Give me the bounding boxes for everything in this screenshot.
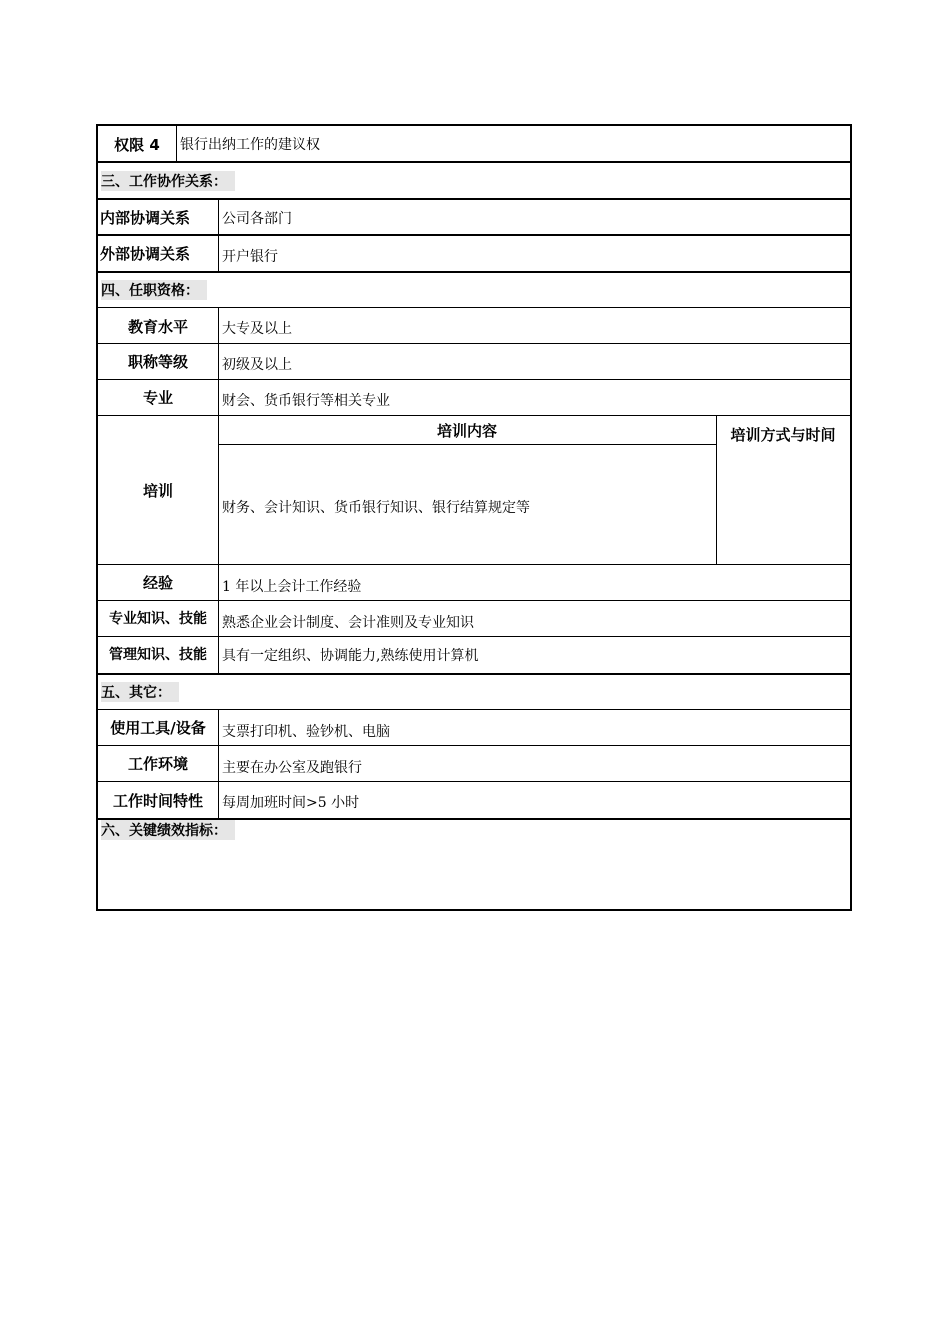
section-6-title: 六、关键绩效指标：	[98, 820, 850, 840]
section-3-title: 三、工作协作关系：	[98, 163, 850, 199]
title-level-value: 初级及以上	[222, 356, 292, 373]
hours-value: 每周加班时间>5 小时	[222, 795, 360, 811]
experience-value: 1 年以上会计工作经验	[222, 578, 362, 595]
experience-label: 经验	[142, 574, 173, 592]
external-coordination-label: 外部协调关系	[100, 245, 191, 263]
title-level-label: 职称等级	[127, 353, 188, 371]
tools-value: 支票打印机、验钞机、电脑	[222, 723, 390, 740]
pro-skills-label: 专业知识、技能	[109, 610, 207, 627]
tools-label: 使用工具/设备	[110, 719, 206, 737]
internal-coordination-value: 公司各部门	[222, 210, 292, 227]
education-value: 大专及以上	[222, 321, 292, 337]
training-content-value: 财务、会计知识、货币银行知识、银行结算规定等	[222, 500, 530, 516]
hours-label: 工作时间特性	[112, 791, 203, 810]
education-label: 教育水平	[127, 317, 188, 336]
external-coordination-value: 开户银行	[222, 248, 278, 265]
training-method-value	[716, 445, 850, 564]
training-method-header: 培训方式与时间	[730, 425, 836, 444]
mgmt-skills-label: 管理知识、技能	[109, 647, 207, 663]
pro-skills-value: 熟悉企业会计制度、会计准则及专业知识	[222, 614, 474, 631]
major-value: 财会、货币银行等相关专业	[222, 392, 390, 409]
authority-label: 权限 4	[114, 135, 160, 154]
environment-value: 主要在办公室及跑银行	[222, 759, 362, 776]
internal-coordination-label: 内部协调关系	[100, 209, 191, 227]
job-description-table	[96, 124, 852, 911]
training-content-header: 培训内容	[436, 421, 497, 440]
training-label: 培训	[142, 481, 173, 500]
section-5-title: 五、其它：	[98, 675, 850, 709]
section-4-title: 四、任职资格：	[98, 273, 850, 307]
environment-label: 工作环境	[127, 755, 188, 773]
mgmt-skills-value: 具有一定组织、协调能力,熟练使用计算机	[222, 648, 479, 664]
authority-value: 银行出纳工作的建议权	[180, 137, 320, 153]
major-label: 专业	[142, 389, 173, 407]
